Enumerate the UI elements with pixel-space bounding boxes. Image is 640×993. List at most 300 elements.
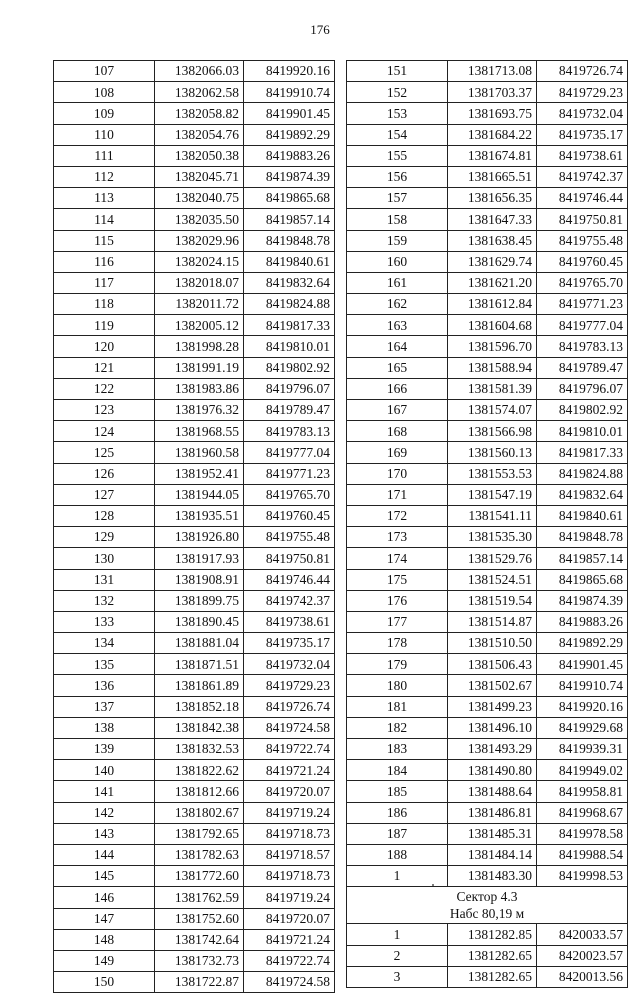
point-number: 131 <box>54 569 155 590</box>
table-row <box>54 908 335 929</box>
table-row <box>347 251 628 272</box>
point-number: 181 <box>347 696 448 717</box>
table-row <box>347 654 628 675</box>
x-coordinate: 1381998.28 <box>155 336 244 357</box>
table-row <box>54 124 335 145</box>
x-coordinate: 1381621.20 <box>448 272 537 293</box>
y-coordinate: 8419738.61 <box>244 611 335 632</box>
table-row <box>347 315 628 336</box>
x-coordinate: 1381890.45 <box>155 611 244 632</box>
y-coordinate: 8419817.33 <box>244 315 335 336</box>
table-row <box>347 166 628 187</box>
y-coordinate: 8420033.57 <box>537 924 628 945</box>
x-coordinate: 1381852.18 <box>155 696 244 717</box>
y-coordinate: 8419721.24 <box>244 929 335 950</box>
point-number: 178 <box>347 633 448 654</box>
y-coordinate: 8419848.78 <box>537 527 628 548</box>
y-coordinate: 8419724.58 <box>244 717 335 738</box>
point-number: 115 <box>54 230 155 251</box>
point-number: 160 <box>347 251 448 272</box>
point-number: 123 <box>54 400 155 421</box>
table-row <box>54 950 335 971</box>
point-number: 139 <box>54 739 155 760</box>
table-row <box>54 188 335 209</box>
table-row <box>347 82 628 103</box>
x-coordinate: 1382005.12 <box>155 315 244 336</box>
point-number: 168 <box>347 421 448 442</box>
coordinates-table-left <box>53 60 335 993</box>
table-row <box>54 442 335 463</box>
table-row <box>54 209 335 230</box>
point-number: 182 <box>347 717 448 738</box>
point-number: 148 <box>54 929 155 950</box>
table-row <box>347 802 628 823</box>
point-number: 176 <box>347 590 448 611</box>
y-coordinate: 8419726.74 <box>537 61 628 82</box>
point-number: 188 <box>347 844 448 865</box>
y-coordinate: 8419840.61 <box>244 251 335 272</box>
x-coordinate: 1381282.85 <box>448 924 537 945</box>
table-row <box>347 548 628 569</box>
x-coordinate: 1381574.07 <box>448 400 537 421</box>
x-coordinate: 1381752.60 <box>155 908 244 929</box>
table-row <box>54 294 335 315</box>
x-coordinate: 1382035.50 <box>155 209 244 230</box>
y-coordinate: 8419857.14 <box>244 209 335 230</box>
x-coordinate: 1381812.66 <box>155 781 244 802</box>
x-coordinate: 1381596.70 <box>448 336 537 357</box>
y-coordinate: 8419874.39 <box>537 590 628 611</box>
point-number: 146 <box>54 887 155 908</box>
x-coordinate: 1381968.55 <box>155 421 244 442</box>
point-number: 125 <box>54 442 155 463</box>
y-coordinate: 8419892.29 <box>537 633 628 654</box>
table-row <box>347 924 628 945</box>
y-coordinate: 8419910.74 <box>244 82 335 103</box>
point-number: 111 <box>54 145 155 166</box>
table-row <box>347 633 628 654</box>
y-coordinate: 8419824.88 <box>244 294 335 315</box>
table-row <box>347 463 628 484</box>
point-number: 165 <box>347 357 448 378</box>
point-number: 157 <box>347 188 448 209</box>
x-coordinate: 1381782.63 <box>155 844 244 865</box>
table-row <box>347 442 628 463</box>
x-coordinate: 1381502.67 <box>448 675 537 696</box>
point-number: 164 <box>347 336 448 357</box>
y-coordinate: 8419857.14 <box>537 548 628 569</box>
table-row <box>54 357 335 378</box>
x-coordinate: 1381684.22 <box>448 124 537 145</box>
y-coordinate: 8419746.44 <box>537 188 628 209</box>
table-row <box>54 802 335 823</box>
table-row <box>54 844 335 865</box>
x-coordinate: 1381488.64 <box>448 781 537 802</box>
sector-name: Сектор 4.3 <box>456 889 518 905</box>
table-row <box>54 823 335 844</box>
x-coordinate: 1382045.71 <box>155 166 244 187</box>
y-coordinate: 8419720.07 <box>244 781 335 802</box>
x-coordinate: 1381976.32 <box>155 400 244 421</box>
table-row <box>347 145 628 166</box>
point-number: 150 <box>54 972 155 993</box>
x-coordinate: 1382029.96 <box>155 230 244 251</box>
point-number: 107 <box>54 61 155 82</box>
y-coordinate: 8419760.45 <box>537 251 628 272</box>
point-number: 122 <box>54 378 155 399</box>
point-number: 166 <box>347 378 448 399</box>
coordinates-table-right <box>346 60 628 988</box>
x-coordinate: 1381553.53 <box>448 463 537 484</box>
point-number: 162 <box>347 294 448 315</box>
point-number: 1 <box>347 924 448 945</box>
table-row <box>54 887 335 908</box>
x-coordinate: 1381772.60 <box>155 866 244 887</box>
y-coordinate: 8419848.78 <box>244 230 335 251</box>
x-coordinate: 1381983.86 <box>155 378 244 399</box>
table-row <box>347 866 628 887</box>
y-coordinate: 8420013.56 <box>537 966 628 987</box>
y-coordinate: 8419920.16 <box>537 696 628 717</box>
x-coordinate: 1381991.19 <box>155 357 244 378</box>
point-number: 169 <box>347 442 448 463</box>
table-row <box>347 336 628 357</box>
table-row <box>347 696 628 717</box>
x-coordinate: 1381899.75 <box>155 590 244 611</box>
x-coordinate: 1381842.38 <box>155 717 244 738</box>
y-coordinate: 8419789.47 <box>244 400 335 421</box>
x-coordinate: 1382011.72 <box>155 294 244 315</box>
point-number: 186 <box>347 802 448 823</box>
point-number: 138 <box>54 717 155 738</box>
point-number: 153 <box>347 103 448 124</box>
y-coordinate: 8419901.45 <box>244 103 335 124</box>
x-coordinate: 1381762.59 <box>155 887 244 908</box>
table-row <box>54 166 335 187</box>
table-row <box>347 484 628 505</box>
x-coordinate: 1382024.15 <box>155 251 244 272</box>
scan-speck <box>432 884 434 886</box>
y-coordinate: 8419719.24 <box>244 802 335 823</box>
x-coordinate: 1381510.50 <box>448 633 537 654</box>
x-coordinate: 1381529.76 <box>448 548 537 569</box>
y-coordinate: 8419817.33 <box>537 442 628 463</box>
y-coordinate: 8419777.04 <box>244 442 335 463</box>
table-row <box>347 611 628 632</box>
point-number: 112 <box>54 166 155 187</box>
table-row <box>347 272 628 293</box>
x-coordinate: 1381535.30 <box>448 527 537 548</box>
y-coordinate: 8419939.31 <box>537 739 628 760</box>
point-number: 121 <box>54 357 155 378</box>
y-coordinate: 8419729.23 <box>244 675 335 696</box>
x-coordinate: 1381566.98 <box>448 421 537 442</box>
x-coordinate: 1381486.81 <box>448 802 537 823</box>
y-coordinate: 8419735.17 <box>244 633 335 654</box>
x-coordinate: 1381514.87 <box>448 611 537 632</box>
table-row <box>347 569 628 590</box>
table-row <box>54 527 335 548</box>
table-row <box>54 781 335 802</box>
table-row <box>347 505 628 526</box>
y-coordinate: 8419732.04 <box>537 103 628 124</box>
x-coordinate: 1381588.94 <box>448 357 537 378</box>
x-coordinate: 1381282.65 <box>448 966 537 987</box>
table-row <box>54 590 335 611</box>
table-row <box>54 717 335 738</box>
x-coordinate: 1381581.39 <box>448 378 537 399</box>
y-coordinate: 8419910.74 <box>537 675 628 696</box>
y-coordinate: 8419726.74 <box>244 696 335 717</box>
point-number: 161 <box>347 272 448 293</box>
point-number: 117 <box>54 272 155 293</box>
x-coordinate: 1381485.31 <box>448 823 537 844</box>
y-coordinate: 8419810.01 <box>537 421 628 442</box>
y-coordinate: 8419796.07 <box>537 378 628 399</box>
y-coordinate: 8419720.07 <box>244 908 335 929</box>
point-number: 175 <box>347 569 448 590</box>
point-number: 133 <box>54 611 155 632</box>
point-number: 187 <box>347 823 448 844</box>
y-coordinate: 8419810.01 <box>244 336 335 357</box>
y-coordinate: 8419978.58 <box>537 823 628 844</box>
y-coordinate: 8419796.07 <box>244 378 335 399</box>
y-coordinate: 8419742.37 <box>537 166 628 187</box>
table-row <box>54 569 335 590</box>
table-row <box>54 675 335 696</box>
y-coordinate: 8419738.61 <box>537 145 628 166</box>
point-number: 130 <box>54 548 155 569</box>
point-number: 170 <box>347 463 448 484</box>
y-coordinate: 8419832.64 <box>537 484 628 505</box>
x-coordinate: 1381742.64 <box>155 929 244 950</box>
y-coordinate: 8419732.04 <box>244 654 335 675</box>
x-coordinate: 1381483.30 <box>448 866 537 887</box>
x-coordinate: 1381484.14 <box>448 844 537 865</box>
point-number: 120 <box>54 336 155 357</box>
point-number: 144 <box>54 844 155 865</box>
y-coordinate: 8419865.68 <box>537 569 628 590</box>
y-coordinate: 8419832.64 <box>244 272 335 293</box>
point-number: 174 <box>347 548 448 569</box>
point-number: 124 <box>54 421 155 442</box>
table-row <box>54 611 335 632</box>
point-number: 155 <box>347 145 448 166</box>
x-coordinate: 1381703.37 <box>448 82 537 103</box>
point-number: 113 <box>54 188 155 209</box>
point-number: 110 <box>54 124 155 145</box>
point-number: 108 <box>54 82 155 103</box>
x-coordinate: 1381674.81 <box>448 145 537 166</box>
sector-header-row <box>347 887 628 924</box>
y-coordinate: 8419755.48 <box>244 527 335 548</box>
x-coordinate: 1382058.82 <box>155 103 244 124</box>
point-number: 119 <box>54 315 155 336</box>
table-row <box>347 717 628 738</box>
y-coordinate: 8419719.24 <box>244 887 335 908</box>
point-number: 172 <box>347 505 448 526</box>
table-row <box>347 357 628 378</box>
x-coordinate: 1381612.84 <box>448 294 537 315</box>
x-coordinate: 1381490.80 <box>448 760 537 781</box>
table-row <box>54 505 335 526</box>
y-coordinate: 8419735.17 <box>537 124 628 145</box>
table-row <box>347 781 628 802</box>
x-coordinate: 1381792.65 <box>155 823 244 844</box>
table-row <box>54 760 335 781</box>
table-row <box>54 929 335 950</box>
x-coordinate: 1381541.11 <box>448 505 537 526</box>
table-row <box>54 336 335 357</box>
y-coordinate: 8419722.74 <box>244 950 335 971</box>
point-number: 132 <box>54 590 155 611</box>
table-row <box>54 972 335 993</box>
y-coordinate: 8419958.81 <box>537 781 628 802</box>
point-number: 140 <box>54 760 155 781</box>
table-row <box>347 590 628 611</box>
y-coordinate: 8419783.13 <box>537 336 628 357</box>
point-number: 177 <box>347 611 448 632</box>
x-coordinate: 1381952.41 <box>155 463 244 484</box>
y-coordinate: 8419789.47 <box>537 357 628 378</box>
y-coordinate: 8419765.70 <box>244 484 335 505</box>
table-row <box>347 966 628 987</box>
x-coordinate: 1382062.58 <box>155 82 244 103</box>
point-number: 158 <box>347 209 448 230</box>
table-row <box>347 378 628 399</box>
point-number: 152 <box>347 82 448 103</box>
point-number: 128 <box>54 505 155 526</box>
x-coordinate: 1382018.07 <box>155 272 244 293</box>
point-number: 185 <box>347 781 448 802</box>
x-coordinate: 1381881.04 <box>155 633 244 654</box>
x-coordinate: 1381693.75 <box>448 103 537 124</box>
y-coordinate: 8419883.26 <box>244 145 335 166</box>
point-number: 180 <box>347 675 448 696</box>
x-coordinate: 1381282.65 <box>448 945 537 966</box>
point-number: 184 <box>347 760 448 781</box>
table-row <box>347 209 628 230</box>
point-number: 183 <box>347 739 448 760</box>
table-row <box>54 696 335 717</box>
table-row <box>54 421 335 442</box>
x-coordinate: 1382040.75 <box>155 188 244 209</box>
point-number: 159 <box>347 230 448 251</box>
sector-header <box>347 887 628 924</box>
point-number: 136 <box>54 675 155 696</box>
table-row <box>54 251 335 272</box>
sector-height: Набс 80,19 м <box>449 906 525 922</box>
table-row <box>347 400 628 421</box>
table-row <box>347 760 628 781</box>
point-number: 114 <box>54 209 155 230</box>
y-coordinate: 8419802.92 <box>537 400 628 421</box>
x-coordinate: 1381960.58 <box>155 442 244 463</box>
y-coordinate: 8419802.92 <box>244 357 335 378</box>
y-coordinate: 8419742.37 <box>244 590 335 611</box>
x-coordinate: 1381638.45 <box>448 230 537 251</box>
x-coordinate: 1382054.76 <box>155 124 244 145</box>
x-coordinate: 1382050.38 <box>155 145 244 166</box>
table-row <box>54 463 335 484</box>
x-coordinate: 1381629.74 <box>448 251 537 272</box>
table-row <box>54 61 335 82</box>
table-row <box>54 484 335 505</box>
table-row <box>54 654 335 675</box>
table-row <box>54 272 335 293</box>
x-coordinate: 1381802.67 <box>155 802 244 823</box>
table-row <box>347 230 628 251</box>
point-number: 126 <box>54 463 155 484</box>
table-row <box>347 188 628 209</box>
table-row <box>347 421 628 442</box>
point-number: 154 <box>347 124 448 145</box>
y-coordinate: 8419949.02 <box>537 760 628 781</box>
table-row <box>54 866 335 887</box>
y-coordinate: 8420023.57 <box>537 945 628 966</box>
x-coordinate: 1381524.51 <box>448 569 537 590</box>
y-coordinate: 8419865.68 <box>244 188 335 209</box>
table-row <box>54 315 335 336</box>
y-coordinate: 8419750.81 <box>244 548 335 569</box>
x-coordinate: 1381656.35 <box>448 188 537 209</box>
x-coordinate: 1381604.68 <box>448 315 537 336</box>
point-number: 149 <box>54 950 155 971</box>
y-coordinate: 8419771.23 <box>537 294 628 315</box>
point-number: 116 <box>54 251 155 272</box>
y-coordinate: 8419729.23 <box>537 82 628 103</box>
y-coordinate: 8419920.16 <box>244 61 335 82</box>
table-row <box>54 633 335 654</box>
y-coordinate: 8419721.24 <box>244 760 335 781</box>
x-coordinate: 1381917.93 <box>155 548 244 569</box>
x-coordinate: 1381647.33 <box>448 209 537 230</box>
table-row <box>347 294 628 315</box>
table-row <box>347 945 628 966</box>
point-number: 151 <box>347 61 448 82</box>
table-row <box>347 823 628 844</box>
y-coordinate: 8419722.74 <box>244 739 335 760</box>
point-number: 167 <box>347 400 448 421</box>
y-coordinate: 8419824.88 <box>537 463 628 484</box>
point-number: 118 <box>54 294 155 315</box>
x-coordinate: 1381935.51 <box>155 505 244 526</box>
point-number: 135 <box>54 654 155 675</box>
x-coordinate: 1381722.87 <box>155 972 244 993</box>
point-number: 156 <box>347 166 448 187</box>
x-coordinate: 1381519.54 <box>448 590 537 611</box>
point-number: 173 <box>347 527 448 548</box>
table-row <box>54 400 335 421</box>
y-coordinate: 8419840.61 <box>537 505 628 526</box>
point-number: 109 <box>54 103 155 124</box>
point-number: 147 <box>54 908 155 929</box>
point-number: 2 <box>347 945 448 966</box>
x-coordinate: 1381493.29 <box>448 739 537 760</box>
x-coordinate: 1382066.03 <box>155 61 244 82</box>
table-row <box>54 103 335 124</box>
point-number: 163 <box>347 315 448 336</box>
point-number: 134 <box>54 633 155 654</box>
y-coordinate: 8419883.26 <box>537 611 628 632</box>
x-coordinate: 1381832.53 <box>155 739 244 760</box>
y-coordinate: 8419718.73 <box>244 823 335 844</box>
y-coordinate: 8419765.70 <box>537 272 628 293</box>
point-number: 1 <box>347 866 448 887</box>
table-row <box>347 675 628 696</box>
x-coordinate: 1381547.19 <box>448 484 537 505</box>
point-number: 142 <box>54 802 155 823</box>
